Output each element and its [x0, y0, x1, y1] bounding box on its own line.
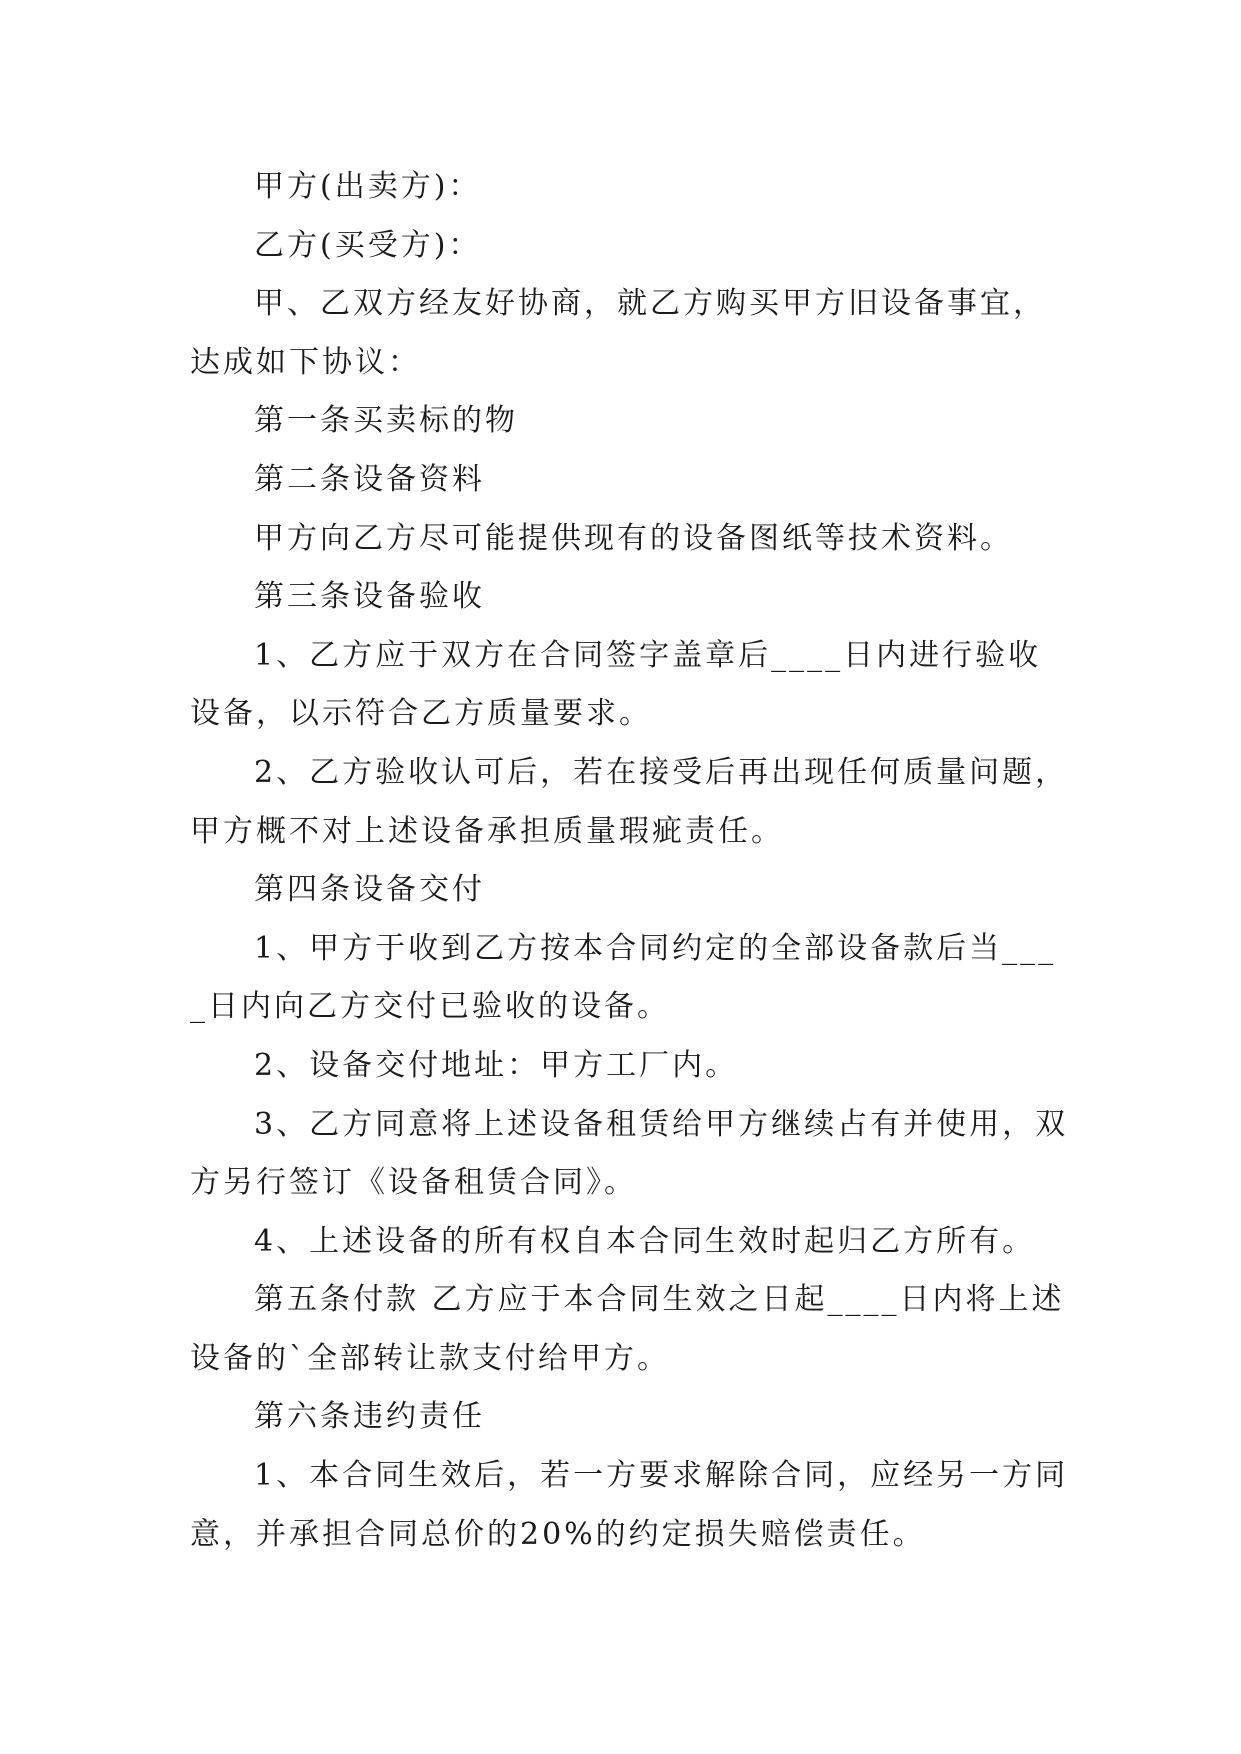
document-body — [190, 158, 1070, 1564]
article-6-clause-1: 1、本合同生效后，若一方要求解除合同，应经另一方同意，并承担合同总价的20%的约定损失赔偿责任。 — [190, 1458, 1069, 1552]
seller-line: 甲方(出卖方)： — [254, 169, 482, 204]
article-4-clause-4: 4、上述设备的所有权自本合同生效时起归乙方所有。 — [254, 1223, 1036, 1259]
article-3-clause-2: 2、乙方验收认可后，若在接受后再出现任何质量问题，甲方概不对上述设备承担质量瑕疵责任。 — [190, 754, 1069, 849]
article-2-heading: 第二条设备资料 — [254, 461, 485, 497]
article-4-heading: 第四条设备交付 — [254, 872, 485, 908]
preamble-paragraph: 甲、乙双方经友好协商，就乙方购买甲方旧设备事宜，达成如下协议： — [190, 286, 1046, 380]
article-1-heading: 第一条买卖标的物 — [254, 403, 518, 439]
article-2-text: 甲方向乙方尽可能提供现有的设备图纸等技术资料。 — [254, 520, 1013, 556]
article-3-heading: 第三条设备验收 — [254, 579, 485, 615]
article-4-clause-1: 1、甲方于收到乙方按本合同约定的全部设备款后当____日内向乙方交付已验收的设备。 — [190, 930, 1057, 1025]
article-6-heading: 第六条违约责任 — [254, 1399, 485, 1435]
article-4-clause-3: 3、乙方同意将上述设备租赁给甲方继续占有并使用，双方另行签订《设备租赁合同》。 — [190, 1106, 1069, 1201]
article-4-clause-2: 2、设备交付地址：甲方工厂内。 — [254, 1047, 739, 1083]
buyer-line: 乙方(买受方)： — [254, 227, 482, 263]
article-5-paragraph: 第五条付款 乙方应于本合同生效之日起____日内将上述设备的`全部转让款支付给甲方。 — [190, 1282, 1065, 1376]
article-3-clause-1: 1、乙方应于双方在合同签字盖章后____日内进行验收设备，以示符合乙方质量要求。 — [190, 637, 1042, 732]
